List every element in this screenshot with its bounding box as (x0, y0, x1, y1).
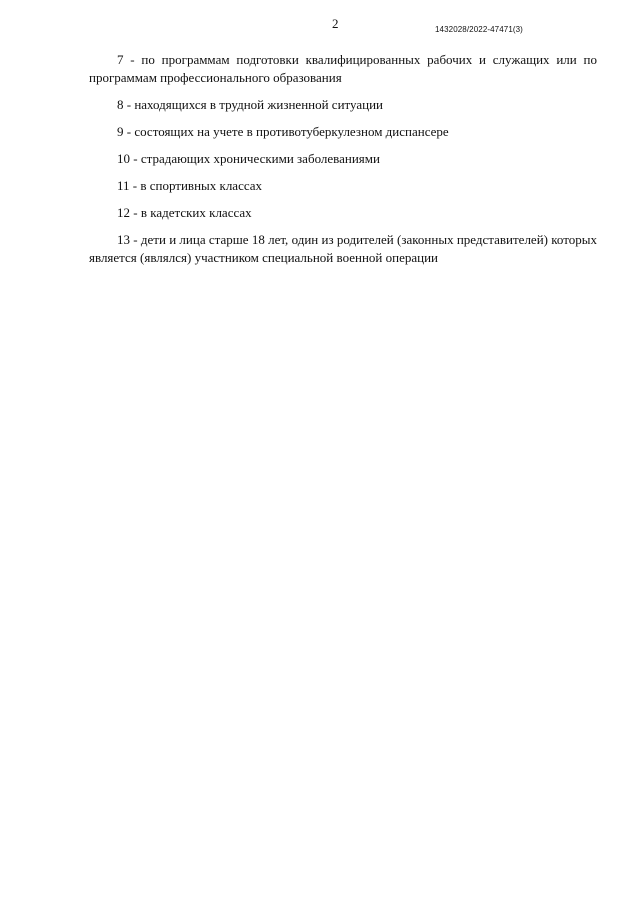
page-number: 2 (332, 16, 339, 31)
list-item: 11 - в спортивных классах (117, 178, 263, 193)
list-item: 10 - страдающих хроническими заболеваниями (117, 151, 380, 166)
list-item: 13 - дети и лица старше 18 лет, один из родителей (законных представителей) которых является (являлся) участником специальной военной операции (89, 232, 597, 265)
document-id: 1432028/2022-47471(3) (435, 25, 523, 34)
list-item: 8 - находящихся в трудной жизненной ситуации (117, 97, 384, 112)
list-item: 7 - по программам подготовки квалифицированных рабочих и служащих или по программам профессионального образования (89, 52, 597, 85)
list-item: 12 - в кадетских классах (117, 205, 252, 220)
list-item: 9 - состоящих на учете в противотуберкулезном диспансере (117, 124, 449, 139)
document-body (89, 51, 597, 276)
